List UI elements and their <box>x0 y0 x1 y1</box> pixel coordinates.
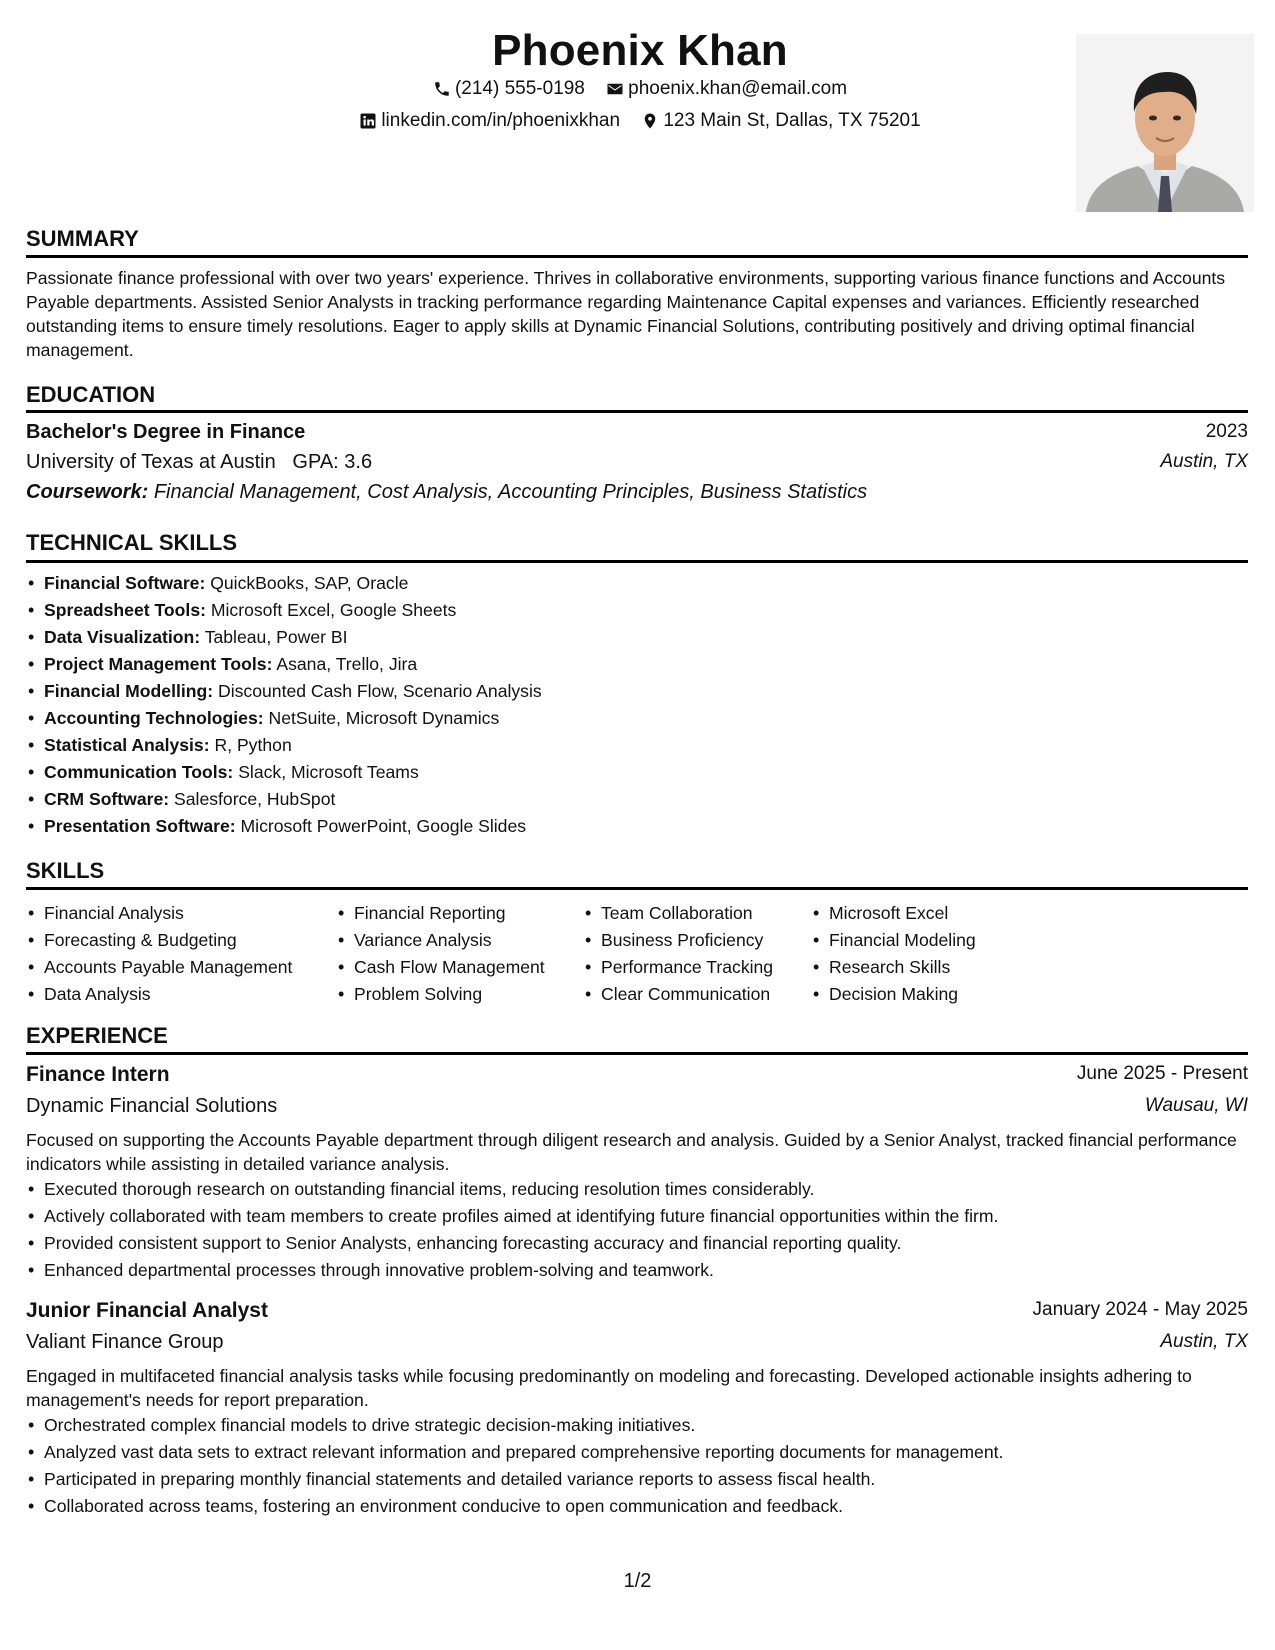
gpa: GPA: 3.6 <box>292 451 373 473</box>
list-item: • Performance Tracking <box>583 954 773 981</box>
coursework-line <box>26 481 867 504</box>
contact-row-secondary <box>26 110 1254 136</box>
list-item: • Project Management Tools: Asana, Trello, Jira <box>26 651 542 678</box>
linkedin-text: linkedin.com/in/phoenixkhan <box>381 110 621 131</box>
phone-icon <box>433 80 451 98</box>
address-text: 123 Main St, Dallas, TX 75201 <box>663 110 921 131</box>
education-heading: EDUCATION <box>26 382 156 407</box>
list-item: • Financial Software: QuickBooks, SAP, Oracle <box>26 570 542 597</box>
job-location: Wausau, WI <box>1144 1095 1248 1116</box>
list-item: • Enhanced departmental processes through innovative problem-solving and teamwork. <box>26 1257 998 1284</box>
list-item: • Provided consistent support to Senior Analysts, enhancing forecasting accuracy and financial reporting quality. <box>26 1230 998 1257</box>
list-item: • Business Proficiency <box>583 927 773 954</box>
list-item: • Presentation Software: Microsoft PowerPoint, Google Slides <box>26 813 542 840</box>
technical-skills-divider <box>26 560 1248 563</box>
list-item: • Team Collaboration <box>583 900 773 927</box>
job-bullets <box>26 1412 1003 1520</box>
resume-header <box>26 18 1254 208</box>
list-item: • Financial Modeling <box>811 927 976 954</box>
job-summary: Engaged in multifaceted financial analysis tasks while focusing predominantly on modeling and forecasting. Developed actionable insights adhering to management's needs for report preparation. <box>26 1366 1192 1410</box>
technical-skills-heading: TECHNICAL SKILLS <box>26 530 238 555</box>
profile-photo <box>1076 34 1254 212</box>
list-item: • Clear Communication <box>583 981 773 1008</box>
skills-column-1 <box>26 900 292 1008</box>
skills-column-2 <box>336 900 545 1008</box>
graduation-year: 2023 <box>1205 421 1248 442</box>
list-item: • Data Visualization: Tableau, Power BI <box>26 624 542 651</box>
list-item: • Executed thorough research on outstanding financial items, reducing resolution times considerably. <box>26 1176 998 1203</box>
school-line <box>26 451 372 474</box>
list-item: • Statistical Analysis: R, Python <box>26 732 542 759</box>
list-item: • Financial Reporting <box>336 900 545 927</box>
summary-divider <box>26 255 1248 258</box>
list-item: • Decision Making <box>811 981 976 1008</box>
contact-address <box>641 110 920 132</box>
job-title: Finance Intern <box>26 1063 170 1086</box>
job-dates: June 2025 - Present <box>1076 1063 1248 1084</box>
technical-skills-list <box>26 570 542 840</box>
candidate-name: Phoenix Khan <box>492 26 788 75</box>
phone-text: (214) 555-0198 <box>454 78 585 99</box>
job-location: Austin, TX <box>1160 1331 1248 1352</box>
list-item: • CRM Software: Salesforce, HubSpot <box>26 786 542 813</box>
list-item: • Analyzed vast data sets to extract relevant information and prepared comprehensive reporting documents for management. <box>26 1439 1003 1466</box>
list-item: • Forecasting & Budgeting <box>26 927 292 954</box>
education-divider <box>26 410 1248 413</box>
skills-column-3 <box>583 900 773 1008</box>
company-name: Dynamic Financial Solutions <box>26 1095 278 1117</box>
list-item: • Financial Modelling: Discounted Cash Flow, Scenario Analysis <box>26 678 542 705</box>
contact-email[interactable] <box>606 78 847 100</box>
list-item: • Financial Analysis <box>26 900 292 927</box>
email-text: phoenix.khan@email.com <box>628 78 848 99</box>
summary-text: Passionate finance professional with over two years' experience. Thrives in collaborative environments, supporting various finance functions and Accounts Payable departments. Assisted Senior Analysts in tracking performance regarding Maintenance Capital expenses and variances. Efficiently researched outstanding items to ensure timely resolutions. Eager to apply skills at Dynamic Financial Solutions, contributing positively and driving optimal financial management. <box>26 268 1226 360</box>
list-item: • Spreadsheet Tools: Microsoft Excel, Google Sheets <box>26 597 542 624</box>
job-summary: Focused on supporting the Accounts Payable department through diligent research and analysis. Guided by a Senior Analyst, tracked financial performance indicators while assisting in detailed variance analysis. <box>26 1130 1237 1174</box>
envelope-icon <box>606 80 624 98</box>
job-title: Junior Financial Analyst <box>26 1299 268 1322</box>
contact-linkedin[interactable] <box>359 110 620 132</box>
list-item: • Communication Tools: Slack, Microsoft Teams <box>26 759 542 786</box>
company-name: Valiant Finance Group <box>26 1331 224 1353</box>
list-item: • Orchestrated complex financial models to drive strategic decision-making initiatives. <box>26 1412 1003 1439</box>
job-bullets <box>26 1176 998 1284</box>
list-item: • Data Analysis <box>26 981 292 1008</box>
skills-column-4 <box>811 900 976 1008</box>
map-pin-icon <box>641 112 659 130</box>
list-item: • Research Skills <box>811 954 976 981</box>
summary-heading: SUMMARY <box>26 226 139 251</box>
experience-heading: EXPERIENCE <box>26 1023 168 1048</box>
list-item: • Problem Solving <box>336 981 545 1008</box>
list-item: • Variance Analysis <box>336 927 545 954</box>
skills-heading: SKILLS <box>26 858 105 883</box>
job-dates: January 2024 - May 2025 <box>1032 1299 1248 1320</box>
list-item: • Accounting Technologies: NetSuite, Microsoft Dynamics <box>26 705 542 732</box>
list-item: • Accounts Payable Management <box>26 954 292 981</box>
contact-row-primary <box>26 78 1254 104</box>
page-number: 1/2 <box>623 1570 652 1592</box>
list-item: • Cash Flow Management <box>336 954 545 981</box>
list-item: • Microsoft Excel <box>811 900 976 927</box>
degree-title: Bachelor's Degree in Finance <box>26 421 306 443</box>
school-name: University of Texas at Austin <box>26 451 276 473</box>
list-item: • Participated in preparing monthly financial statements and detailed variance reports to assess fiscal health. <box>26 1466 1003 1493</box>
contact-phone[interactable] <box>433 78 585 100</box>
coursework-label: Coursework: <box>26 481 149 503</box>
school-location: Austin, TX <box>1160 451 1248 472</box>
coursework-list: Financial Management, Cost Analysis, Accounting Principles, Business Statistics <box>153 481 868 503</box>
skills-divider <box>26 887 1248 890</box>
experience-divider <box>26 1052 1248 1055</box>
list-item: • Collaborated across teams, fostering an environment conducive to open communication and feedback. <box>26 1493 1003 1520</box>
linkedin-icon <box>359 112 377 130</box>
list-item: • Actively collaborated with team members to create profiles aimed at identifying future financial opportunities within the firm. <box>26 1203 998 1230</box>
